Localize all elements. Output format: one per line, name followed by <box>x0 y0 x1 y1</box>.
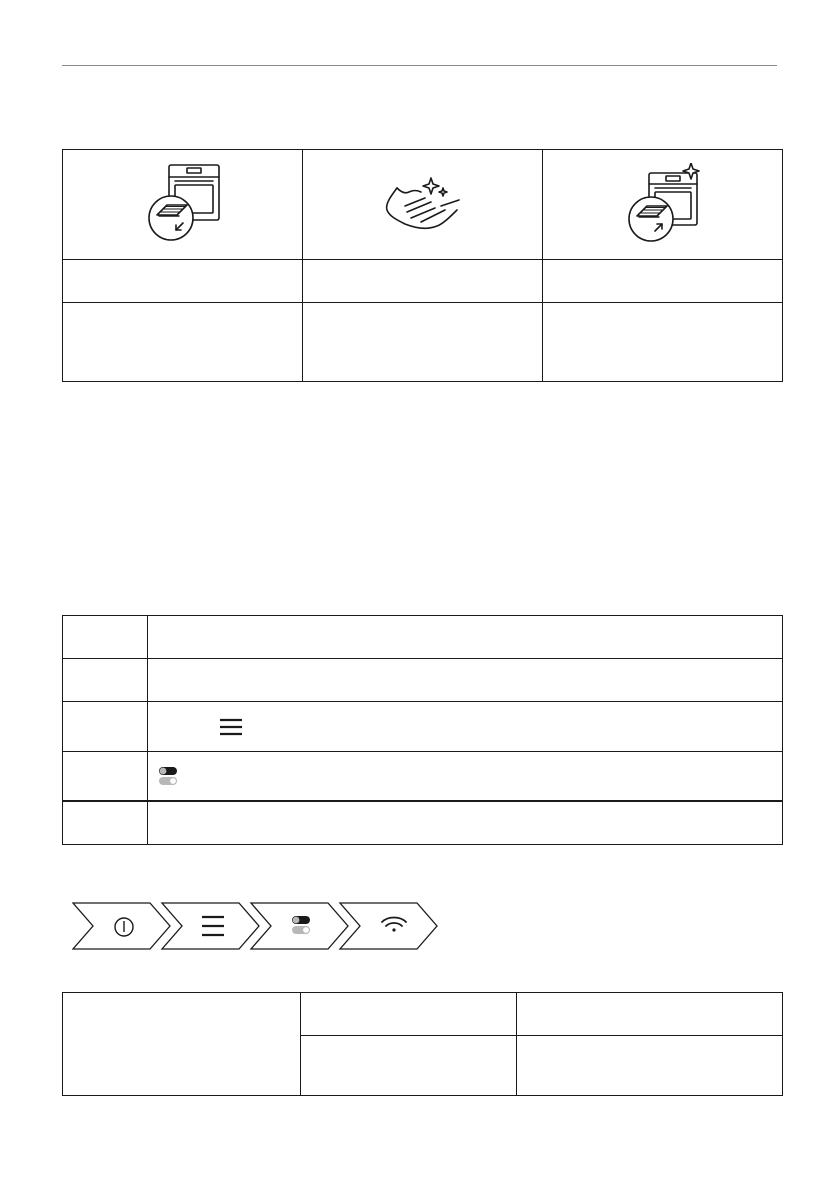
step-5-text <box>148 801 783 845</box>
toggle-switch-icon <box>158 766 178 786</box>
settings-table <box>62 992 783 1096</box>
step-4-number <box>63 752 148 802</box>
settings-option-1 <box>301 993 517 1036</box>
menu-icon <box>220 717 242 737</box>
settings-option-2 <box>301 1036 517 1096</box>
cleaning-text-2b <box>303 303 543 382</box>
cleaning-text-1a <box>63 260 303 303</box>
step-2-text <box>148 659 783 702</box>
oven-remove-accessories-icon <box>143 163 223 243</box>
cleaning-text-1b <box>63 303 303 382</box>
toggle-switch-icon <box>292 916 310 934</box>
cleaning-text-3a <box>543 260 783 303</box>
settings-description-2 <box>517 1036 783 1096</box>
wipe-cloth-sparkle-icon <box>381 170 465 236</box>
breadcrumb-step-wifi <box>340 903 437 949</box>
settings-path-breadcrumb <box>72 902 440 950</box>
cleaning-text-2a <box>303 260 543 303</box>
power-icon <box>115 918 133 936</box>
wifi-icon <box>382 918 406 932</box>
steps-table <box>62 615 783 845</box>
settings-label-cell <box>63 993 301 1096</box>
step-1-text <box>148 616 783 659</box>
header-rule <box>62 65 777 66</box>
step-2-number <box>63 659 148 702</box>
settings-description-1 <box>517 993 783 1036</box>
step-3-number <box>63 702 148 752</box>
cleaning-cell-1 <box>63 150 303 260</box>
menu-icon <box>202 917 224 935</box>
cleaning-steps-table <box>62 149 783 382</box>
cleaning-cell-3 <box>543 150 783 260</box>
oven-insert-accessories-icon <box>623 163 703 243</box>
step-4-text <box>148 752 783 802</box>
step-1-number <box>63 616 148 659</box>
cleaning-cell-2 <box>303 150 543 260</box>
step-3-text <box>148 702 783 752</box>
breadcrumb-step-power <box>73 903 170 949</box>
cleaning-text-3b <box>543 303 783 382</box>
step-5-number <box>63 801 148 845</box>
